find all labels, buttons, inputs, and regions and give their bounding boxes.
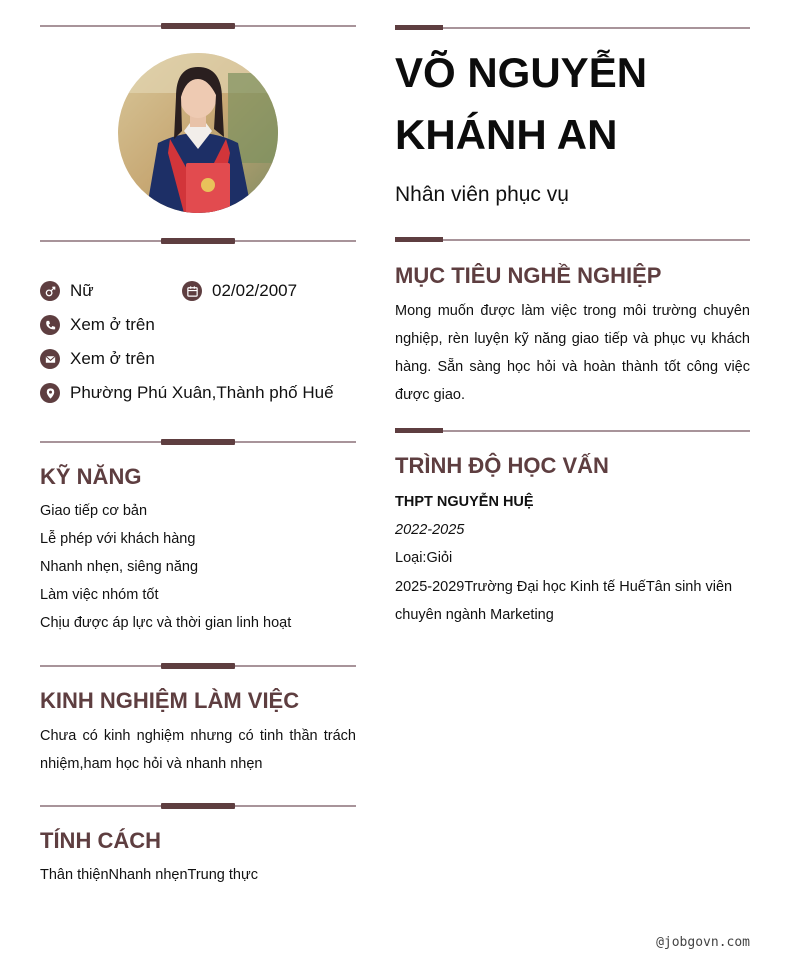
experience-text: Chưa có kinh nghiệm nhưng có tinh thần trách nhiệm,ham học hỏi và nhanh nhẹn — [40, 728, 356, 772]
education-grade: Loại:Giỏi — [395, 550, 453, 566]
divider — [395, 237, 750, 242]
address-row — [40, 382, 334, 404]
candidate-name: VÕ NGUYỄN KHÁNH AN — [395, 49, 648, 158]
skill-item: Lễ phép với khách hàng — [40, 531, 196, 547]
email-row — [40, 348, 155, 370]
divider — [40, 663, 356, 669]
education-years: 2022-2025 — [395, 522, 465, 538]
gender-row — [40, 280, 94, 302]
divider — [40, 439, 356, 445]
watermark: @jobgovn.com — [656, 935, 750, 950]
gender-value: Nữ — [70, 281, 94, 300]
education-extra: 2025-2029Trường Đại học Kinh tế HuếTân sinh viên chuyên ngành Marketing — [395, 579, 733, 623]
experience-title: KINH NGHIỆM LÀM VIỆC — [40, 688, 300, 713]
divider — [40, 803, 356, 809]
divider — [40, 23, 356, 29]
phone-icon — [40, 315, 60, 335]
skills-title: KỸ NĂNG — [40, 464, 142, 489]
location-pin-icon — [40, 383, 60, 403]
job-title: Nhân viên phục vụ — [395, 183, 569, 206]
birthdate-value: 02/02/2007 — [212, 281, 298, 300]
skill-item: Chịu được áp lực và thời gian linh hoạt — [40, 615, 292, 631]
phone-value: Xem ở trên — [70, 315, 155, 334]
skill-item: Làm việc nhóm tốt — [40, 587, 159, 603]
personality-text: Thân thiệnNhanh nhẹnTrung thực — [40, 867, 258, 883]
calendar-icon — [182, 281, 202, 301]
birthdate-row — [182, 280, 297, 302]
phone-row — [40, 314, 155, 336]
avatar — [118, 53, 278, 213]
divider — [395, 428, 750, 433]
skill-item: Nhanh nhẹn, siêng năng — [40, 559, 199, 575]
email-icon — [40, 349, 60, 369]
divider — [395, 25, 750, 30]
address-value: Phường Phú Xuân,Thành phố Huế — [70, 383, 334, 402]
school-name: THPT NGUYỄN HUỆ — [395, 494, 534, 510]
email-value: Xem ở trên — [70, 349, 155, 368]
personality-title: TÍNH CÁCH — [40, 828, 161, 853]
divider — [40, 238, 356, 244]
objective-text: Mong muốn được làm việc trong môi trường chuyên nghiệp, rèn luyện kỹ năng giao tiếp và phục vụ khách hàng. Sẵn sàng học hỏi và hoàn thành tốt công việc được giao. — [395, 303, 750, 403]
objective-title: MỤC TIÊU NGHỀ NGHIỆP — [395, 263, 662, 288]
education-title: TRÌNH ĐỘ HỌC VẤN — [395, 453, 609, 478]
skill-item: Giao tiếp cơ bản — [40, 503, 148, 519]
gender-icon — [40, 281, 60, 301]
